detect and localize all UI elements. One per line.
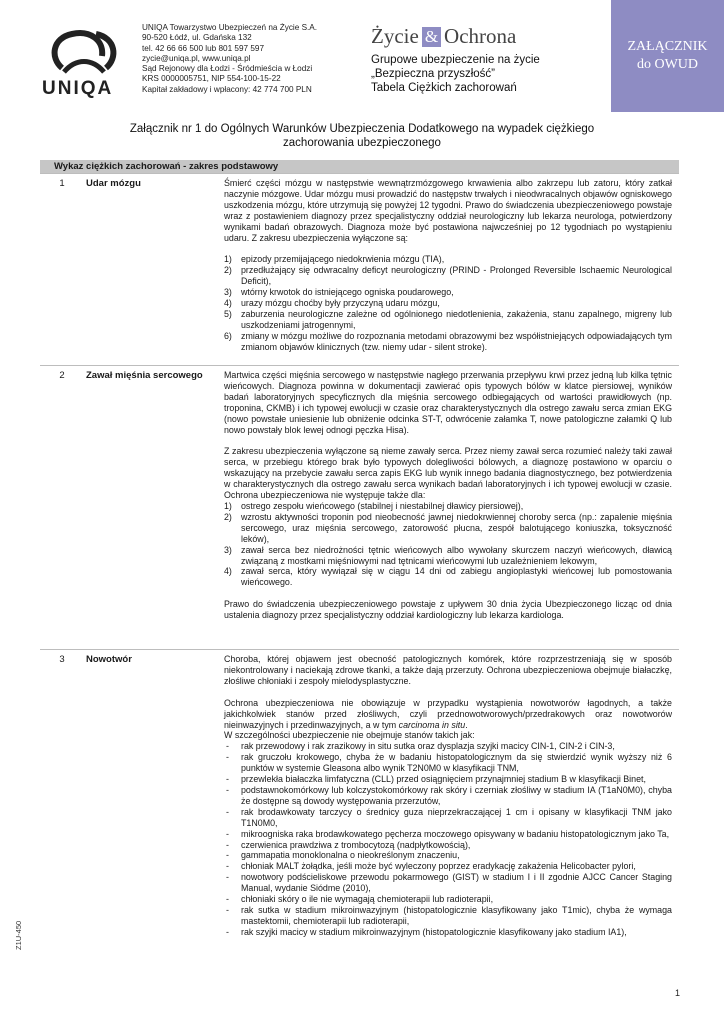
form-code: Z1U-450	[14, 920, 23, 950]
uniqa-logo-icon	[42, 28, 126, 84]
row-paragraph: Prawo do świadczenia ubezpieczeniowego powstaje z upływem 30 dnia życia Ubezpieczonego licząc od dnia ustalenia diagnozy przez specjalistyczny oddział kardiologiczny lub lekarza kardiologa.	[224, 599, 672, 621]
list-item: 3) zawał serca bez niedrożności tętnic wieńcowych albo wywołany skurczem naczyń wieńcowych, dławicą związaną z mostkami mięśniowymi nad tętnicami wieńcowymi lub uzależnieniem lekowym,	[224, 544, 672, 566]
list-item: 1) ostrego zespołu wieńcowego (stabilnej i niestabilnej dławicy piersiowej),	[224, 500, 524, 511]
list-item: - rak brodawkowaty tarczycy o średnicy guza nieprzekraczającej 1 cm i opisany w klasyfikacji TNM jako T1N0M0,	[224, 807, 672, 829]
list-item: - chłoniaki skóry o ile nie wymagają chemioterapii lub radioterapii,	[224, 894, 672, 905]
list-item: - czerwienica prawdziwa z trombocytozą (nadpłytkowością),	[224, 840, 672, 851]
table-header: Wykaz ciężkich zachorowań - zakres podstawowy	[40, 160, 679, 173]
row-paragraph: Z zakresu ubezpieczenia wyłączone są nieme zawały serca. Przez niemy zawał serca rozumieć należy taki zawał serca, w przebiegu którego brak było typowych dolegliwości bólowych, a diagnozę postawiono w oparciu o wskazujący na przebycie zawału serca zapis EKG lub wynik innego badania diagnostycznego, bez potwierdzenia w charakterystycznych dla ostrego zawału serca wynikach badań laboratoryjnych i ich typowej ewolucji w czasie. Ochrona ubezpieczeniowa nie występuje także dla:	[224, 446, 672, 501]
table-row	[40, 365, 679, 650]
row-name: Udar mózgu	[86, 178, 141, 189]
exclusion-list	[224, 501, 672, 588]
list-item: - rak szyjki macicy w stadium mikroinwazyjnym (histopatologicznie klasyfikowany jako stadium IA1),	[224, 927, 672, 938]
table-row	[40, 649, 679, 980]
row-paragraph: Martwica części mięśnia sercowego w następstwie nagłego przerwania przepływu krwi przez jedną lub kilka tętnic wieńcowych. Diagnoza powinna w dokumentacji zawierać opis typowych bólów w klatce piersiowej, wyników badań laboratoryjnych specyficznych dla mięśnia sercowego odbiegających od wartości prawidłowych (np. troponina, CKMB) i ich typowej ewolucji w czasie oraz charakterystycznych dla ostrego zawału serca zmian EKG (nowo powstałe uniesienie lub obniżenie odcinka ST-T, odwrócenie załamka T, nowe patologiczne załamki Q lub nowo powstały blok lewej odnogi pęczka Hisa).	[224, 370, 672, 435]
subtitle-line: Grupowe ubezpieczenie na życie	[371, 54, 540, 66]
list-item: - chłoniak MALT żołądka, jeśli może być wyleczony poprzez eradykację zakażenia Helicobacter pylori,	[224, 861, 672, 872]
list-item: - mikroogniska raka brodawkowatego pęcherza moczowego opisywany w badaniu histopatologicznym jako Ta,	[224, 829, 672, 840]
row-description	[224, 370, 672, 621]
tag-line2: do OWUD	[636, 57, 699, 72]
row-number: 2	[59, 370, 65, 381]
row-number: 3	[59, 654, 65, 665]
row-name: Nowotwór	[86, 654, 132, 665]
brand-ampersand: &	[422, 27, 441, 47]
page-number: 1	[675, 988, 681, 998]
illness-table	[40, 160, 679, 937]
list-item: 6) zmiany w mózgu możliwe do rozpoznania metodami obrazowymi bez współistniejących odpowiadających tym zmianom objawów klinicznych (tzw. niemy udar - silent stroke).	[224, 330, 672, 352]
company-info	[142, 23, 317, 95]
list-item: 2) przedłużający się odwracalny deficyt neurologiczny (PRIND - Prolonged Reversible Ischaemic Neurological Deficit),	[224, 265, 672, 287]
company-line: zycie@uniqa.pl, www.uniqa.pl	[142, 53, 251, 63]
row-description	[224, 178, 672, 353]
company-line: Sąd Rejonowy dla Łodzi - Śródmieścia w Łodzi	[142, 64, 313, 74]
list-item: - nowotwory podścieliskowe przewodu pokarmowego (GIST) w stadium I i II zgodnie AJCC Cancer Staging Manual, wydanie Siódme (2010),	[224, 872, 672, 894]
row-paragraph: Śmierć części mózgu w następstwie wewnątrzmózgowego krwawienia albo zakrzepu lub zatoru, który zatkał naczynie mózgowe. Udar mózgu musi prowadzić do następstw trwałych i nieodwracalnych objawów ogniskowego uszkodzenia mózgu, które utrzymują się powyżej 12 tygodni. Prawo do świadczenia ubezpieczeniowego powstaje wraz z postawieniem diagnozy przez specjalistyczny oddział neurologiczny lub lekarza neurologa, potwierdzony wynikami badań obrazowych. Diagnoza może być postawiona najwcześniej po 12 tygodniach po wystąpieniu udaru. Z zakresu ubezpieczenia wyłączone są:	[224, 178, 672, 243]
list-item: 3) wtórny krwotok do istniejącego ogniska poudarowego,	[224, 287, 454, 298]
row-description	[224, 654, 672, 938]
company-line: UNIQA Towarzystwo Ubezpieczeń na Życie S.A.	[142, 23, 318, 32]
row-paragraph: Choroba, której objawem jest obecność patologicznych komórek, które rozprzestrzeniają się w sposób niekontrolowany i naciekają zdrowe tkanki, a także dają przerzuty. Ochrona ubezpieczeniowa obejmuje białaczkę, złośliwe chłoniaki i zespoły mielodysplastyczne.	[224, 654, 672, 686]
list-item: 4) urazy mózgu choćby były przyczyną udaru mózgu,	[224, 298, 440, 309]
title-line1: Załącznik nr 1 do Ogólnych Warunków Ubezpieczenia Dodatkowego na wypadek ciężkiego	[129, 123, 595, 135]
row-paragraph: W szczególności ubezpieczenie nie obejmuje stanów takich jak:	[224, 730, 475, 741]
list-item: 1) epizody przemijającego niedokrwienia mózgu (TIA),	[224, 254, 445, 265]
exclusion-list	[224, 741, 672, 937]
title-line2: zachorowania ubezpieczonego	[283, 137, 441, 149]
subtitle-line: „Bezpieczna przyszłość”	[371, 68, 495, 80]
company-line: 90-520 Łódź, ul. Gdańska 132	[142, 33, 252, 43]
document-title	[60, 122, 664, 150]
exclusion-list	[224, 254, 672, 352]
attachment-tag	[611, 0, 724, 112]
product-subtitle	[371, 53, 540, 95]
list-item: - rak sutka w stadium mikroinwazyjnym (histopatologicznie klasyfikowany jako T1mic), chyba że wymaga mastektomii, chemioterapii lub radioterapii,	[224, 905, 672, 927]
list-item: 5) zaburzenia neurologiczne zależne od ogólnionego niedotlenienia, zakażenia, stanu zapalnego, migreny lub uszkodzeniami jatrogennymi,	[224, 308, 672, 330]
product-brand	[371, 24, 516, 49]
company-logo-text: UNIQA	[42, 78, 114, 99]
row-name: Zawał mięśnia sercowego	[86, 370, 203, 381]
tag-line1: ZAŁĄCZNIK	[627, 39, 708, 54]
list-item: 4) zawał serca, który wywiązał się w ciągu 14 dni od zabiegu angioplastyki wieńcowej lub pomostowania wieńcowego.	[224, 566, 672, 588]
company-line: tel. 42 66 66 500 lub 801 597 597	[142, 43, 265, 53]
company-line: Kapitał zakładowy i wpłacony: 42 774 700 PLN	[142, 84, 312, 94]
list-item: - rak gruczołu krokowego, chyba że w badaniu histopatologicznym da się stwierdzić wynik wyższy niż 6 punktów w systemie Gleasona albo wynik T2N0M0 w klasyfikacji TNM,	[224, 752, 672, 774]
row-number: 1	[59, 178, 65, 189]
list-item: - podstawnokomórkowy lub kolczystokomórkowy rak skóry i czerniak złośliwy w stadium IA (T1aN0M0), chyba że dostępne są dowody występowania przerzutów,	[224, 785, 672, 807]
list-item: - rak przewodowy i rak zrazikowy in situ sutka oraz dysplazja szyjki macicy CIN-1, CIN-2 i CIN-3,	[224, 741, 672, 752]
table-row	[40, 173, 679, 366]
list-item: - gammapatia monoklonalna o nieokreślonym znaczeniu,	[224, 850, 672, 861]
brand-part2: Ochrona	[444, 24, 517, 48]
subtitle-line: Tabela Ciężkich zachorowań	[371, 82, 517, 94]
row-paragraph: Ochrona ubezpieczeniowa nie obowiązuje w przypadku wystąpienia nowotworów łagodnych, a także jakichkolwiek stanów przed złośliwych, czyli przednowotworowych/przedrakowych oraz nowotworów nieinwazyjnych i przedinwazyjnych, a w tym carcinoma in situ.	[224, 697, 672, 730]
list-item: 2) wzrostu aktywności troponin pod nieobecność jawnej niedokrwiennej choroby serca (np.: zapalenie mięśnia sercowego, uraz mięśnia sercowego, zatorowość płucna, zespół balotującego koniuszka, toksyczność leków),	[224, 511, 672, 544]
company-line: KRS 0000005751, NIP 554-100-15-22	[142, 74, 281, 84]
brand-part1: Życie	[371, 24, 419, 48]
list-item: - przewlekła białaczka limfatyczna (CLL) przed osiągnięciem przynajmniej stadium B w klasyfikacji Binet,	[224, 774, 672, 785]
